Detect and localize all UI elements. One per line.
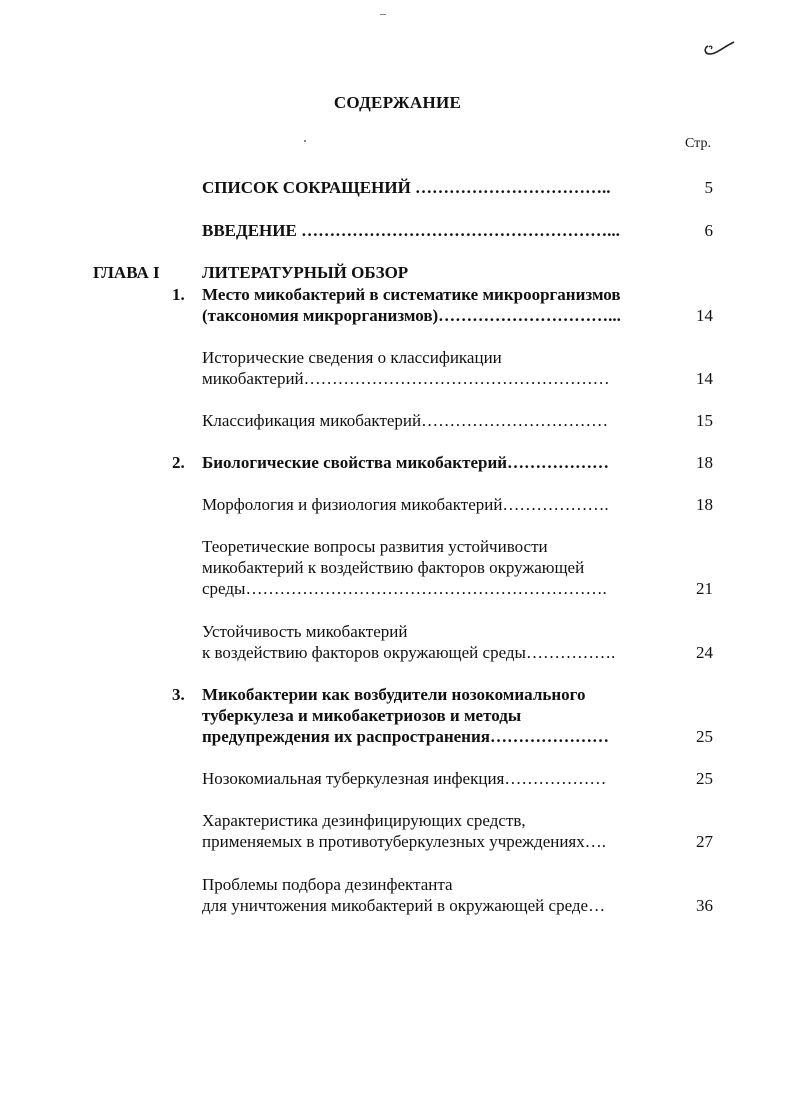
subsection-line: к воздействию факторов окружающей среды……………. bbox=[202, 643, 616, 662]
page-column-label: Стр. bbox=[685, 136, 711, 151]
section-title-line: предупреждения их распространения………………… bbox=[202, 727, 609, 746]
subsection-line: Устойчивость микобактерий bbox=[202, 622, 408, 641]
section-page: 14 bbox=[696, 306, 713, 325]
subsection-page: 36 bbox=[696, 896, 713, 915]
subsection-line: среды………………………………………………………. bbox=[202, 579, 607, 598]
subsection-line: Морфология и физиология микобактерий………………. bbox=[202, 495, 609, 514]
subsection-line: микобактерий к воздействию факторов окружающей bbox=[202, 558, 585, 577]
subsection-page: 25 bbox=[696, 769, 713, 788]
section-number: 2. bbox=[172, 453, 185, 472]
subsection-page: 27 bbox=[696, 832, 713, 851]
scan-artifact-mark bbox=[380, 14, 386, 15]
section-title-line: (таксономия микрорганизмов)…………………………... bbox=[202, 306, 621, 325]
toc-abbreviations: СПИСОК СОКРАЩЕНИЙ …………………………….. bbox=[202, 178, 611, 197]
toc-introduction-page: 6 bbox=[704, 221, 713, 240]
subsection-line: для уничтожения микобактерий в окружающей среде… bbox=[202, 896, 606, 915]
handwritten-mark-icon bbox=[700, 38, 740, 60]
subsection-line: Исторические сведения о классификации bbox=[202, 348, 502, 367]
section-number: 3. bbox=[172, 685, 185, 704]
subsection-line: Характеристика дезинфицирующих средств, bbox=[202, 811, 526, 830]
section-number: 1. bbox=[172, 285, 185, 304]
chapter-title: ЛИТЕРАТУРНЫЙ ОБЗОР bbox=[202, 263, 409, 282]
section-title-line: Место микобактерий в систематике микроорганизмов bbox=[202, 285, 621, 304]
section-title-line: туберкулеза и микобакетриозов и методы bbox=[202, 706, 522, 725]
subsection-page: 18 bbox=[696, 495, 713, 514]
section-page: 18 bbox=[696, 453, 713, 472]
subsection-page: 21 bbox=[696, 579, 713, 598]
subsection-line: Классификация микобактерий…………………………… bbox=[202, 411, 609, 430]
toc-abbreviations-page: 5 bbox=[704, 178, 713, 197]
section-title-line: Микобактерии как возбудители нозокомиального bbox=[202, 685, 586, 704]
subsection-line: Проблемы подбора дезинфектанта bbox=[202, 875, 453, 894]
section-title-line: Биологические свойства микобактерий……………… bbox=[202, 453, 610, 472]
subsection-line: Теоретические вопросы развития устойчивости bbox=[202, 537, 548, 556]
subsection-page: 24 bbox=[696, 643, 713, 662]
subsection-line: микобактерий……………………………………………… bbox=[202, 369, 610, 388]
scan-artifact-dot bbox=[304, 140, 306, 142]
subsection-line: применяемых в противотуберкулезных учреждениях…. bbox=[202, 832, 606, 851]
chapter-label: ГЛАВА I bbox=[93, 263, 160, 282]
page-title: СОДЕРЖАНИЕ bbox=[333, 93, 462, 112]
subsection-page: 15 bbox=[696, 411, 713, 430]
toc-introduction: ВВЕДЕНИЕ ………………………………………………... bbox=[202, 221, 620, 240]
section-page: 25 bbox=[696, 727, 713, 746]
subsection-page: 14 bbox=[696, 369, 713, 388]
subsection-line: Нозокомиальная туберкулезная инфекция……………… bbox=[202, 769, 607, 788]
